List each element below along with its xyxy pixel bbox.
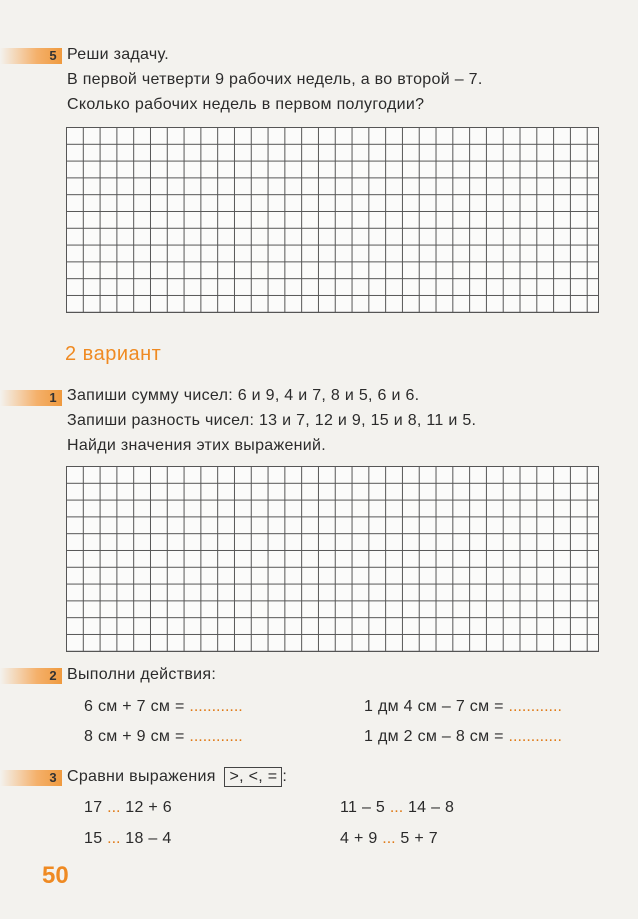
task3-item bbox=[340, 828, 438, 850]
task-number: 5 bbox=[49, 48, 57, 63]
task1-line1: Запиши сумму чисел: 6 и 9, 4 и 7, 8 и 5, 6 и 6. bbox=[67, 387, 420, 404]
task2-item bbox=[84, 696, 243, 718]
right-expression: 5 + 7 bbox=[400, 830, 438, 847]
task-number-tab bbox=[0, 390, 62, 406]
task-number: 2 bbox=[49, 668, 57, 683]
expression: 1 дм 2 см – 8 см = bbox=[364, 728, 504, 745]
task3-item bbox=[84, 797, 172, 819]
colon: : bbox=[282, 768, 288, 785]
right-expression: 14 – 8 bbox=[407, 799, 455, 816]
left-expression: 11 – 5 bbox=[340, 799, 386, 816]
compare-blank[interactable]: ... bbox=[107, 799, 121, 816]
task3-item bbox=[340, 797, 454, 819]
task3-title: Сравни выражения bbox=[67, 768, 216, 785]
left-expression: 4 + 9 bbox=[340, 830, 378, 847]
answer-blank[interactable]: ............ bbox=[508, 698, 562, 715]
left-expression: 15 bbox=[84, 830, 103, 847]
task5-line2: В первой четверти 9 рабочих недель, а во второй – 7. bbox=[67, 71, 483, 88]
grid-area-task5[interactable] bbox=[66, 127, 599, 313]
task2-item bbox=[364, 696, 562, 718]
comparison-signs-box: >, <, = bbox=[224, 767, 282, 787]
answer-blank[interactable]: ............ bbox=[189, 698, 243, 715]
answer-blank[interactable]: ............ bbox=[508, 728, 562, 745]
task5-line1: Реши задачу. bbox=[67, 46, 169, 63]
compare-blank[interactable]: ... bbox=[107, 830, 121, 847]
task2-item bbox=[84, 726, 243, 748]
task-number-tab bbox=[0, 668, 62, 684]
grid-area-task1[interactable] bbox=[66, 466, 599, 652]
compare-blank[interactable]: ... bbox=[382, 830, 396, 847]
expression: 8 см + 9 см = bbox=[84, 728, 185, 745]
task-number-tab bbox=[0, 770, 62, 786]
right-expression: 18 – 4 bbox=[125, 830, 172, 847]
right-expression: 12 + 6 bbox=[125, 799, 172, 816]
task-number-tab bbox=[0, 48, 62, 64]
compare-blank[interactable]: ... bbox=[389, 799, 404, 816]
answer-blank[interactable]: ............ bbox=[189, 728, 243, 745]
task1-line3: Найди значения этих выражений. bbox=[67, 437, 327, 454]
task3-item bbox=[84, 828, 172, 850]
task-number: 3 bbox=[49, 770, 57, 785]
variant-heading: 2 вариант bbox=[65, 343, 162, 365]
task-number: 1 bbox=[49, 390, 57, 405]
task2-title: Выполни действия: bbox=[67, 666, 217, 683]
page-number: 50 bbox=[42, 862, 69, 889]
left-expression: 17 bbox=[84, 799, 103, 816]
expression: 6 см + 7 см = bbox=[84, 698, 185, 715]
expression: 1 дм 4 см – 7 см = bbox=[364, 698, 504, 715]
task2-item bbox=[364, 726, 562, 748]
task5-line3: Сколько рабочих недель в первом полугодии? bbox=[67, 96, 425, 113]
task1-line2: Запиши разность чисел: 13 и 7, 12 и 9, 15 и 8, 11 и 5. bbox=[67, 412, 477, 429]
task3-title-line bbox=[67, 766, 287, 788]
